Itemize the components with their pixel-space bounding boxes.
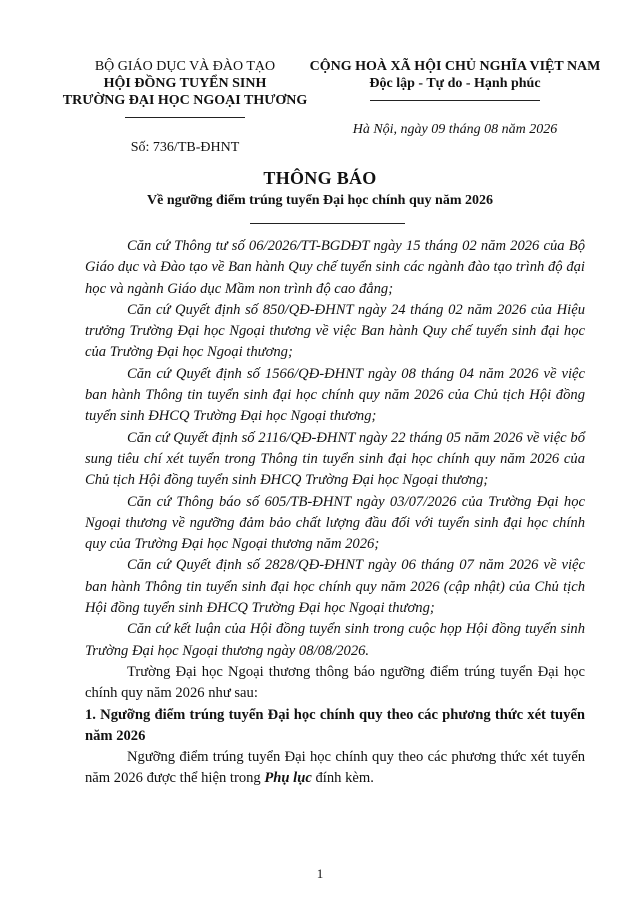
subtitle-underline (250, 223, 405, 224)
country-name: CỘNG HOÀ XÃ HỘI CHỦ NGHĨA VIỆT NAM (309, 59, 601, 74)
document-subtitle: Về ngưỡng điểm trúng tuyển Đại học chính quy năm 2026 (147, 193, 493, 208)
appendix-reference: Phụ lục (264, 770, 312, 787)
basis-paragraph: Căn cứ Quyết định số 1566/QĐ-ĐHNT ngày 08 tháng 04 năm 2026 về việc ban hành Thông tin tuyển sinh đại học chính quy năm 2026 của Chủ tịch Hội đồng tuyển sinh ĐHCQ Trường Đại học Ngoại thương; (85, 365, 585, 425)
issue-date: Hà Nội, ngày 09 tháng 08 năm 2026 (352, 122, 558, 137)
section-1-paragraph (85, 747, 585, 790)
intro-paragraph: Trường Đại học Ngoại thương thông báo ngưỡng điểm trúng tuyển Đại học chính quy năm 2026 như sau: (85, 663, 585, 702)
motto-underline (370, 100, 540, 101)
motto: Độc lập - Tự do - Hạnh phúc (369, 76, 541, 91)
page-number: 1 (316, 866, 324, 881)
section-1-text: Ngưỡng điểm trúng tuyển Đại học chính quy theo các phương thức xét tuyển năm 2026 được thể hiện trong (85, 749, 585, 787)
basis-paragraph: Căn cứ kết luận của Hội đồng tuyển sinh trong cuộc họp Hội đồng tuyển sinh Trường Đại học Ngoại thương ngày 08/08/2026. (85, 621, 585, 659)
issuer-underline (125, 117, 245, 118)
section-1-heading: 1. Ngưỡng điểm trúng tuyển Đại học chính quy theo các phương thức xét tuyển năm 2026 (85, 706, 585, 744)
basis-paragraph: Căn cứ Quyết định số 2828/QĐ-ĐHNT ngày 06 tháng 07 năm 2026 về việc ban hành Thông tin tuyển sinh đại học chính quy năm 2026 (cập nhật) của Chủ tịch Hội đồng tuyển sinh ĐHCQ Trường Đại học Ngoại thương; (85, 557, 585, 617)
document-title: THÔNG BÁO (263, 168, 377, 188)
section-1-text-end: đính kèm. (311, 770, 374, 787)
issuer-block (60, 58, 310, 118)
basis-paragraph: Căn cứ Thông báo số 605/TB-ĐHNT ngày 03/07/2026 của Trường Đại học Ngoại thương về ngưỡng đảm bảo chất lượng đầu đối với tuyển sinh đại học chính quy của Trường Đại học Ngoại thương năm 2026; (85, 493, 585, 553)
document-number: Số: 736/TB-ĐHNT (130, 140, 240, 155)
national-motto-block (305, 58, 605, 101)
basis-paragraph: Căn cứ Quyết định số 850/QĐ-ĐHNT ngày 24 tháng 02 năm 2026 của Hiệu trưởng Trường Đại học Ngoại thương về việc Ban hành Quy chế tuyển sinh đại học của Trường Đại học Ngoại thương; (85, 301, 585, 361)
ministry-name: BỘ GIÁO DỤC VÀ ĐÀO TẠO (94, 59, 276, 74)
council-name: HỘI ĐỒNG TUYỂN SINH (103, 76, 267, 91)
university-name: TRƯỜNG ĐẠI HỌC NGOẠI THƯƠNG (62, 93, 308, 108)
basis-paragraph: Căn cứ Thông tư số 06/2026/TT-BGDĐT ngày 15 tháng 02 năm 2026 của Bộ Giáo dục và Đào tạo về Ban hành Quy chế tuyển sinh các ngành đào tạo trình độ đại học và ngành Giáo dục Mầm non trình độ cao đẳng; (85, 238, 585, 297)
document-body (85, 236, 585, 790)
basis-paragraph: Căn cứ Quyết định số 2116/QĐ-ĐHNT ngày 22 tháng 05 năm 2026 về việc bổ sung tiêu chí xét tuyển trong Thông tin tuyển sinh đại học chính quy năm 2026 của Chủ tịch Hội đồng tuyển sinh ĐHCQ Trường Đại học Ngoại thương; (85, 429, 585, 489)
